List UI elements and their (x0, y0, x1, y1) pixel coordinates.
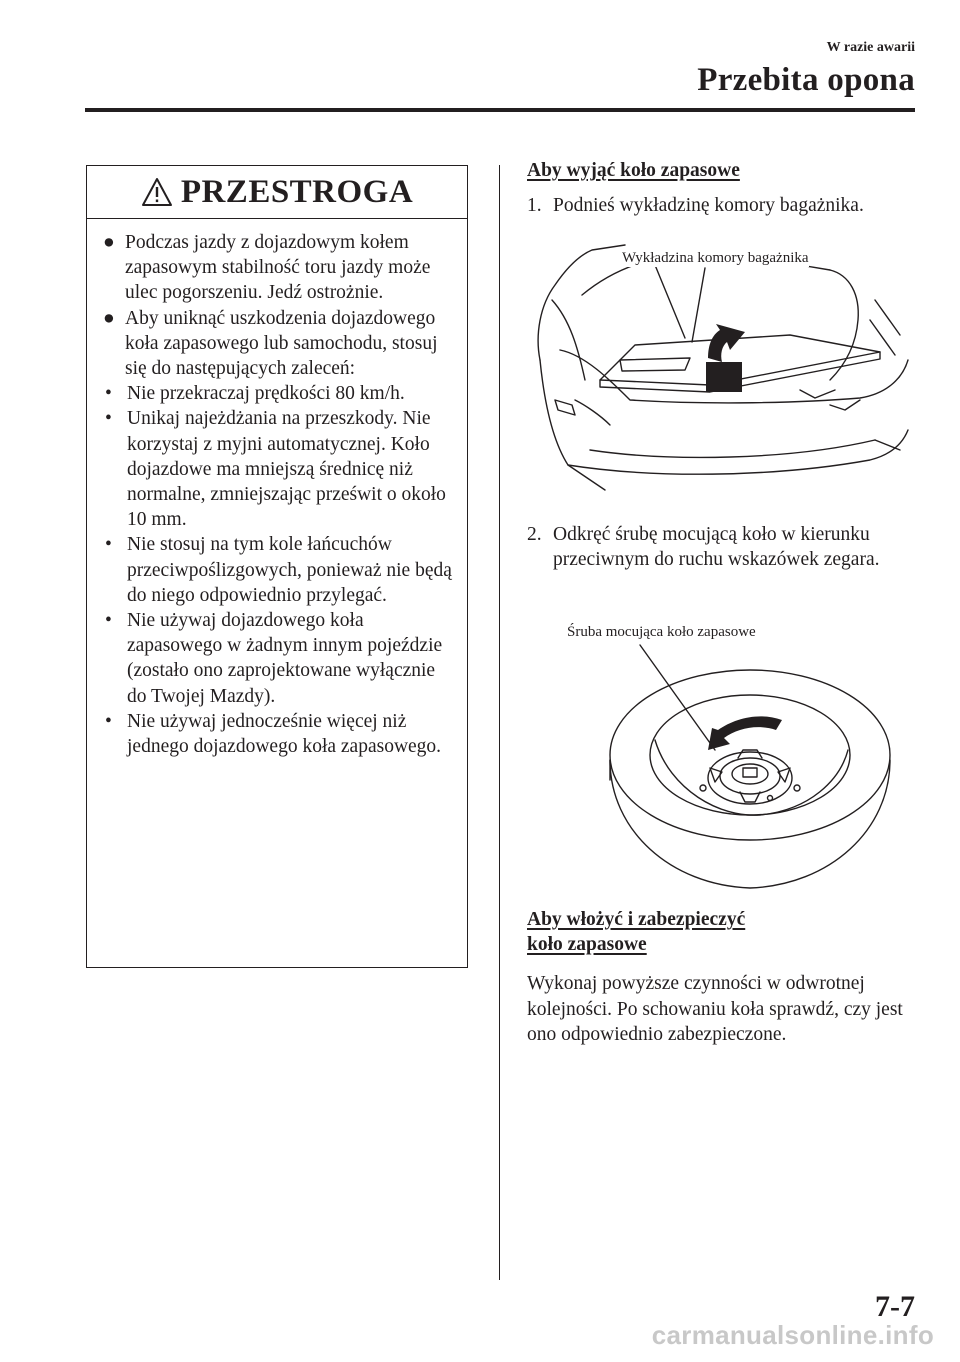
bullet-dot-icon: • (105, 534, 112, 556)
remove-section (527, 158, 927, 218)
caution-sub-bullet: • Nie używaj dojazdowego koła zapasowego w żadnym innym pojeździe (zostało ono zaprojektowane wyłącznie do Twojej Mazdy). (105, 610, 443, 707)
install-section (527, 907, 927, 1047)
spare-tire-illustration (600, 640, 900, 895)
bullet-dot-icon: • (105, 710, 112, 732)
caution-bullet: ● Aby uniknąć uszkodzenia dojazdowego koła zapasowego lub samochodu, stosuj się do następujących zaleceń: (103, 307, 438, 380)
install-text: Wykonaj powyższe czynności w odwrotnej kolejności. Po schowaniu koła sprawdź, czy jest ono odpowiednio zabezpieczone. (527, 973, 903, 1045)
caution-header (87, 166, 467, 219)
caution-box (86, 165, 468, 968)
caution-sub-bullet: • Nie stosuj na tym kole łańcuchów przeciwpoślizgowych, ponieważ nie będą do niego odpowiednio przylegać. (105, 534, 452, 606)
bullet-dot-icon: • (105, 383, 112, 405)
bullet-dot-icon: ● (103, 307, 115, 329)
fig1-label: Wykładzina komory bagażnika (622, 250, 809, 266)
section-name: W razie awarii (826, 40, 915, 55)
bullet-dot-icon: ● (103, 232, 115, 253)
install-heading: Aby włożyć i zabezpieczyć koło zapasowe (527, 909, 746, 956)
step-2: 2. Odkręć śrubę mocującą koło w kierunku przeciwnym do ruchu wskazówek zegara. (527, 524, 880, 571)
column-divider (499, 165, 500, 1280)
remove-heading: Aby wyjąć koło zapasowe (527, 160, 740, 181)
page-title: Przebita opona (697, 62, 915, 98)
trunk-illustration (530, 240, 915, 502)
page-number: 7-7 (875, 1290, 915, 1323)
caution-sub-bullet: • Nie używaj jednocześnie więcej niż jednego dojazdowego koła zapasowego. (105, 710, 442, 758)
caution-sub-bullet: • Unikaj najeżdżania na przeszkody. Nie korzystaj z myjni automatycznej. Koło dojazdowe ma mniejszą średnicę niż normalne, zmniejszając prześwit o około 10 mm. (105, 408, 446, 531)
bullet-dot-icon: • (105, 408, 112, 430)
bullet-dot-icon: • (105, 610, 112, 632)
caution-bullet: ● Podczas jazdy z dojazdowym kołem zapasowym stabilność toru jazdy może ulec pogorszeniu. Jedź ostrożnie. (103, 232, 431, 304)
caution-title: PRZESTROGA (180, 173, 414, 210)
warning-triangle-icon (141, 177, 173, 207)
step-1: 1. Podnieś wykładzinę komory bagażnika. (527, 195, 864, 217)
fig2-label: Śruba mocująca koło zapasowe (567, 624, 756, 640)
watermark: carmanualsonline.info (651, 1320, 934, 1350)
header-rule (85, 108, 915, 112)
caution-body (87, 219, 467, 759)
caution-sub-bullet: • Nie przekraczaj prędkości 80 km/h. (99, 381, 457, 406)
